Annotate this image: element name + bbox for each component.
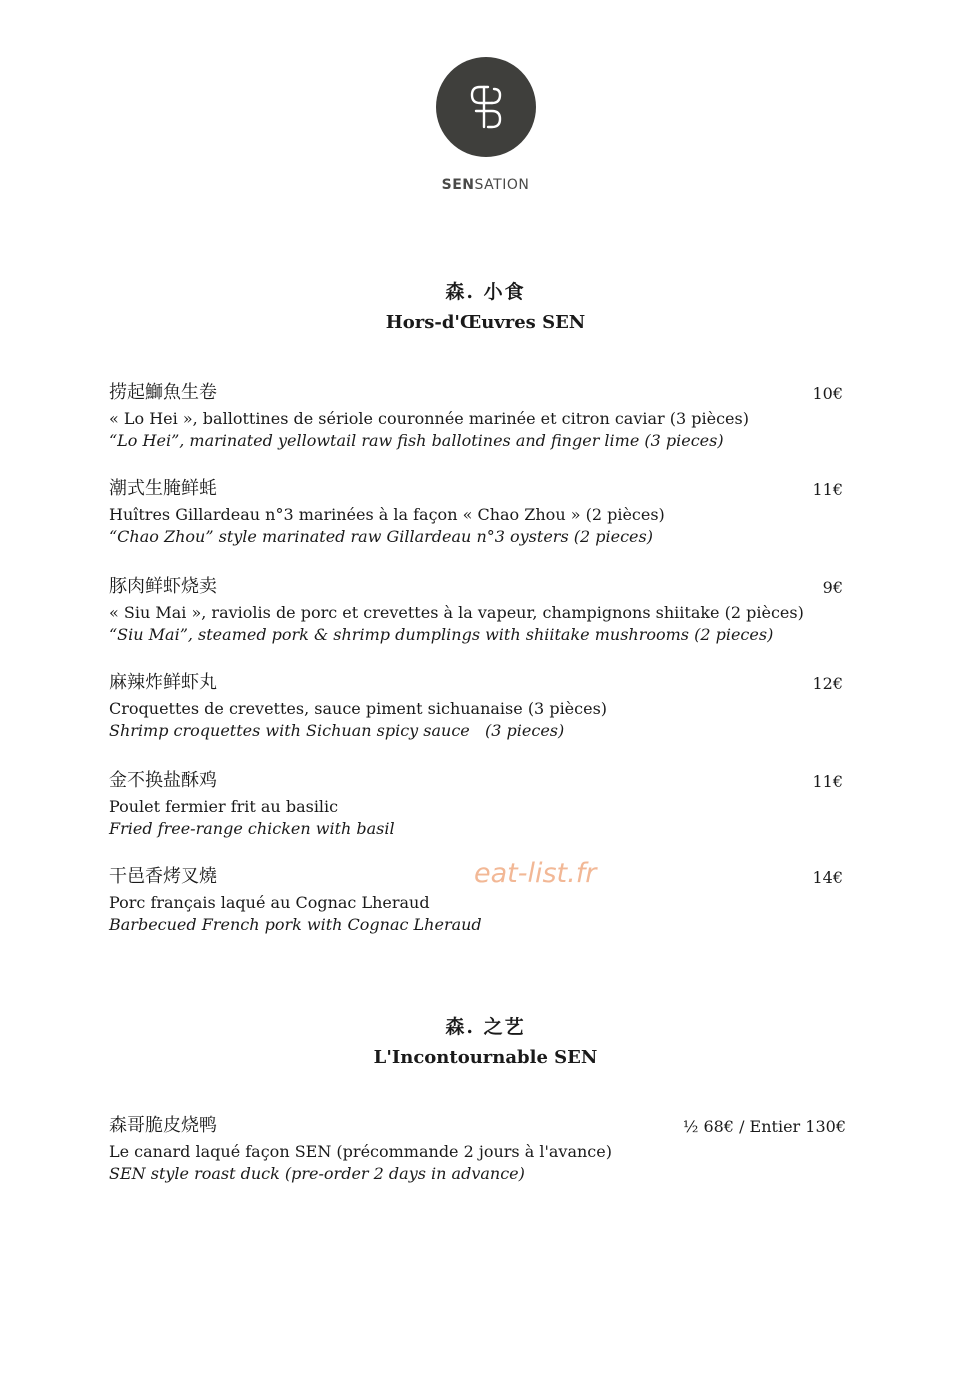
item-desc-fr: Le canard laqué façon SEN (précommande 2 jours à l'avance) bbox=[109, 1142, 612, 1161]
item-price: 11€ bbox=[812, 772, 843, 791]
item-name-cn: 干邑香烤叉燒 bbox=[109, 866, 217, 887]
menu-item bbox=[109, 770, 849, 840]
item-name-cn: 麻辣炸鲜虾丸 bbox=[109, 672, 217, 693]
item-desc-fr: « Siu Mai », raviolis de porc et crevettes à la vapeur, champignons shiitake (2 pièces) bbox=[109, 603, 804, 622]
section-title-fr: L'Incontournable SEN bbox=[373, 1047, 598, 1068]
item-price: 9€ bbox=[822, 578, 843, 597]
section-title-fr: Hors-d'Œuvres SEN bbox=[385, 312, 586, 333]
item-name-cn: 金不换盐酥鸡 bbox=[109, 770, 217, 791]
section-title-cn: 森. 之艺 bbox=[445, 1016, 526, 1038]
item-desc-en: “Lo Hei”, marinated yellowtail raw fish ballotines and finger lime (3 pieces) bbox=[109, 431, 724, 450]
item-desc-en: “Siu Mai”, steamed pork & shrimp dumplings with shiitake mushrooms (2 pieces) bbox=[109, 625, 774, 644]
item-desc-fr: Huîtres Gillardeau n°3 marinées à la façon « Chao Zhou » (2 pièces) bbox=[109, 505, 665, 524]
item-price: 14€ bbox=[812, 868, 843, 887]
item-desc-fr: Porc français laqué au Cognac Lheraud bbox=[109, 893, 430, 912]
item-desc-en: Fried free-range chicken with basil bbox=[109, 819, 395, 838]
item-name-cn: 潮式生腌鲜蚝 bbox=[109, 478, 217, 499]
item-price: 11€ bbox=[812, 480, 843, 499]
section-hors-doeuvres bbox=[0, 277, 971, 333]
menu-item bbox=[109, 672, 849, 742]
item-desc-fr: Croquettes de crevettes, sauce piment sichuanaise (3 pièces) bbox=[109, 699, 608, 718]
sen-monogram-icon bbox=[436, 57, 536, 157]
menu-item bbox=[109, 576, 849, 646]
brand-name: SENSATION bbox=[441, 177, 530, 193]
item-name-cn: 捞起鰤魚生卷 bbox=[109, 382, 217, 403]
section-title-cn: 森. 小食 bbox=[445, 281, 526, 303]
watermark: eat-list.fr bbox=[474, 858, 597, 889]
item-name-cn: 森哥脆皮烧鸭 bbox=[109, 1115, 217, 1136]
item-desc-en: Barbecued French pork with Cognac Lheraud bbox=[109, 915, 482, 934]
item-price: ½ 68€ / Entier 130€ bbox=[682, 1117, 846, 1136]
item-price: 12€ bbox=[812, 674, 843, 693]
menu-item bbox=[109, 1115, 849, 1185]
item-name-cn: 豚肉鲜虾烧卖 bbox=[109, 576, 217, 597]
item-desc-en: “Chao Zhou” style marinated raw Gillardeau n°3 oysters (2 pieces) bbox=[109, 527, 653, 546]
item-desc-en: SEN style roast duck (pre-order 2 days in advance) bbox=[109, 1164, 525, 1183]
item-desc-fr: Poulet fermier frit au basilic bbox=[109, 797, 339, 816]
logo bbox=[0, 57, 971, 193]
item-desc-en: Shrimp croquettes with Sichuan spicy sauce (3 pieces) bbox=[109, 721, 565, 740]
item-desc-fr: « Lo Hei », ballottines de sériole couronnée marinée et citron caviar (3 pièces) bbox=[109, 409, 749, 428]
menu-item bbox=[109, 478, 849, 548]
section-incontournable bbox=[0, 1012, 971, 1068]
menu-item bbox=[109, 382, 849, 452]
item-price: 10€ bbox=[812, 384, 843, 403]
